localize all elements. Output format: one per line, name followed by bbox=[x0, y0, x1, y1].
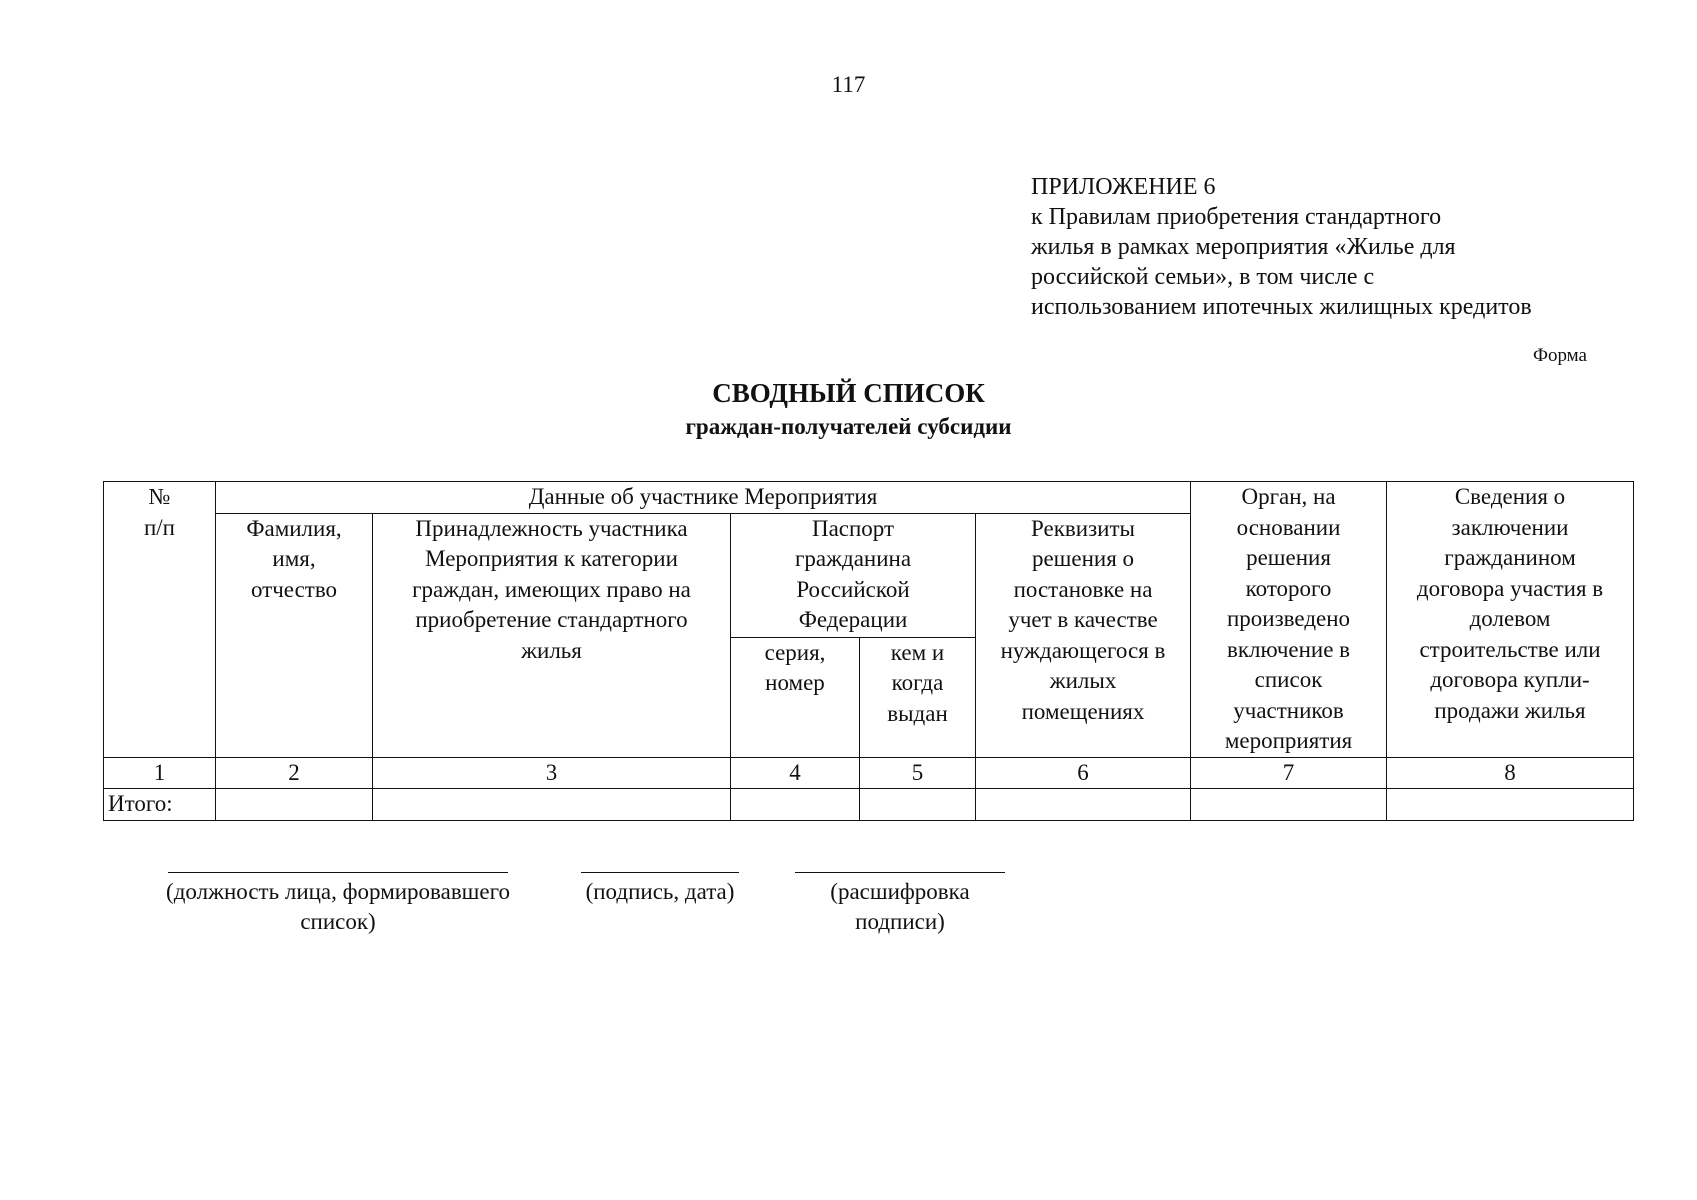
document-subtitle: граждан-получателей субсидии bbox=[685, 414, 1012, 439]
header-participant-data: Данные об участнике Мероприятия bbox=[216, 482, 1191, 514]
appendix-line: к Правилам приобретения стандартного bbox=[1031, 204, 1442, 230]
total-row bbox=[104, 789, 1634, 821]
signature-caption: список) bbox=[300, 909, 376, 934]
header-line: жилья bbox=[521, 637, 582, 663]
header-line: решения о bbox=[1031, 546, 1135, 571]
header-organ bbox=[1191, 482, 1387, 758]
header-line: строительстве или bbox=[1419, 636, 1601, 662]
header-requisites bbox=[976, 513, 1191, 757]
header-line: основании bbox=[1236, 514, 1341, 540]
signature-line bbox=[168, 872, 508, 873]
header-line: включение в bbox=[1227, 636, 1351, 662]
header-line: Паспорт bbox=[811, 515, 895, 541]
empty-cell bbox=[860, 789, 976, 821]
header-line: граждан, имеющих право на bbox=[412, 576, 691, 602]
signature-decoding bbox=[790, 872, 1010, 937]
empty-cell bbox=[1387, 789, 1634, 821]
header-line: Федерации bbox=[798, 607, 908, 632]
signature-line bbox=[581, 872, 739, 873]
header-line: Реквизиты bbox=[1031, 515, 1135, 541]
header-passport-series bbox=[731, 637, 860, 757]
header-line: когда bbox=[891, 670, 944, 695]
header-line: номер bbox=[765, 670, 825, 695]
empty-cell bbox=[373, 789, 731, 821]
header-line: Фамилия, bbox=[246, 515, 342, 541]
appendix-title: ПРИЛОЖЕНИЕ 6 bbox=[1031, 174, 1216, 200]
header-line: участников bbox=[1233, 697, 1344, 723]
recipients-table bbox=[103, 481, 1634, 821]
header-line: гражданина bbox=[794, 546, 912, 571]
form-label: Форма bbox=[1532, 345, 1587, 366]
header-line: № bbox=[148, 484, 171, 509]
document-title: СВОДНЫЙ СПИСОК bbox=[712, 378, 985, 408]
header-line: произведено bbox=[1226, 606, 1351, 631]
column-number: 2 bbox=[216, 757, 373, 789]
signature-position bbox=[128, 872, 548, 937]
header-line: которого bbox=[1245, 575, 1332, 601]
appendix-line: использованием ипотечных жилищных кредитов bbox=[1031, 294, 1532, 320]
empty-cell bbox=[216, 789, 373, 821]
header-line: нуждающегося в bbox=[1000, 637, 1166, 663]
header-line: постановке на bbox=[1013, 576, 1153, 602]
total-label: Итого: bbox=[104, 789, 216, 821]
header-line: помещениях bbox=[1021, 698, 1145, 724]
header-fio bbox=[216, 513, 373, 757]
header-line: решения bbox=[1246, 545, 1331, 570]
signature-caption: (подпись, дата) bbox=[585, 879, 735, 904]
header-line: серия, bbox=[764, 639, 826, 665]
header-contract bbox=[1387, 482, 1634, 758]
signature-caption: (должность лица, формировавшего bbox=[166, 879, 510, 904]
header-line: п/п bbox=[143, 514, 175, 540]
page-number: 117 bbox=[831, 72, 866, 97]
header-line: мероприятия bbox=[1224, 728, 1353, 753]
column-number: 6 bbox=[976, 757, 1191, 789]
header-passport bbox=[731, 513, 976, 637]
column-number: 4 bbox=[731, 757, 860, 789]
column-number: 7 bbox=[1191, 757, 1387, 789]
header-line: отчество bbox=[250, 576, 338, 602]
header-line: приобретение стандартного bbox=[415, 607, 688, 632]
header-line: жилых bbox=[1049, 668, 1117, 693]
signature-caption: (расшифровка bbox=[830, 879, 970, 904]
appendix-line: российской семьи», в том числе с bbox=[1031, 264, 1375, 290]
header-line: долевом bbox=[1469, 606, 1551, 631]
signature-line bbox=[795, 872, 1005, 873]
empty-cell bbox=[976, 789, 1191, 821]
header-line: продажи жилья bbox=[1434, 697, 1586, 723]
empty-cell bbox=[731, 789, 860, 821]
header-line: кем и bbox=[890, 639, 945, 665]
empty-cell bbox=[1191, 789, 1387, 821]
header-line: договора купли- bbox=[1430, 667, 1590, 692]
header-line: Принадлежность участника bbox=[415, 515, 688, 541]
header-line: Мероприятия к категории bbox=[425, 546, 678, 571]
header-line: имя, bbox=[272, 546, 316, 571]
header-passport-issued bbox=[860, 637, 976, 757]
header-line: договора участия в bbox=[1416, 575, 1604, 601]
header-line: Орган, на bbox=[1241, 484, 1336, 509]
header-number bbox=[104, 482, 216, 758]
signature-signature-date bbox=[560, 872, 760, 907]
signature-caption: подписи) bbox=[855, 909, 945, 934]
appendix-block bbox=[1031, 172, 1631, 322]
header-line: Сведения о bbox=[1454, 484, 1566, 509]
column-number: 5 bbox=[860, 757, 976, 789]
header-line: заключении bbox=[1451, 514, 1569, 540]
header-line: Российской bbox=[796, 576, 910, 602]
appendix-line: жилья в рамках мероприятия «Жилье для bbox=[1031, 234, 1456, 260]
column-number: 3 bbox=[373, 757, 731, 789]
column-number: 1 bbox=[104, 757, 216, 789]
header-line: выдан bbox=[887, 700, 948, 726]
header-line: учет в качестве bbox=[1008, 607, 1158, 632]
header-category bbox=[373, 513, 731, 757]
column-number: 8 bbox=[1387, 757, 1634, 789]
column-number-row bbox=[104, 757, 1634, 789]
header-line: гражданином bbox=[1444, 545, 1576, 570]
header-line: список bbox=[1254, 667, 1323, 692]
